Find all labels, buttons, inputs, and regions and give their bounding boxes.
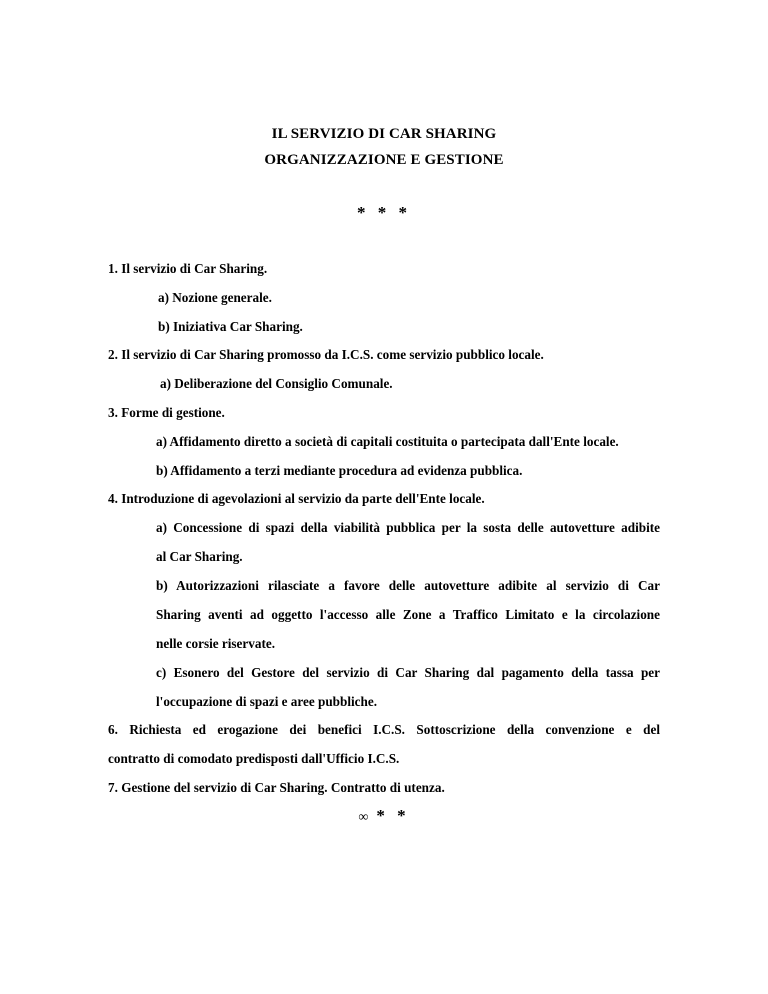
closing-separator: [0, 806, 768, 826]
toc-section-4a-line1: a) Concessione di spazi della viabilità pubblica per la sosta delle autovetture adibite: [156, 520, 660, 535]
toc-section-7: 7. Gestione del servizio di Car Sharing. Contratto di utenza.: [108, 780, 445, 795]
toc-section-2a: a) Deliberazione del Consiglio Comunale.: [160, 376, 393, 391]
toc-section-4a-line2: al Car Sharing.: [156, 549, 243, 564]
toc-section-3b: b) Affidamento a terzi mediante procedura ad evidenza pubblica.: [156, 463, 523, 478]
toc-section-4b-line2: Sharing aventi ad oggetto l'accesso alle Zone a Traffico Limitato e la circolazione: [156, 607, 660, 622]
toc-section-1a: a) Nozione generale.: [158, 290, 272, 305]
toc-section-4: 4. Introduzione di agevolazioni al servizio da parte dell'Ente locale.: [108, 491, 485, 506]
toc-section-3: 3. Forme di gestione.: [108, 405, 225, 420]
closing-asterisks: * *: [376, 806, 410, 825]
toc-section-2: 2. Il servizio di Car Sharing promosso da I.C.S. come servizio pubblico locale.: [108, 347, 544, 362]
infinity-symbol: ∞: [358, 810, 369, 825]
document-title: IL SERVIZIO DI CAR SHARING: [271, 126, 497, 142]
toc-section-1b: b) Iniziativa Car Sharing.: [158, 319, 303, 334]
toc-section-3a: a) Affidamento diretto a società di capitali costituita o partecipata dall'Ente locale.: [156, 434, 619, 449]
toc-section-1: 1. Il servizio di Car Sharing.: [108, 261, 268, 276]
toc-section-6-line2: contratto di comodato predisposti dall'Ufficio I.C.S.: [108, 751, 400, 766]
toc-section-4b-line3: nelle corsie riservate.: [156, 636, 275, 651]
toc-section-6-line1: 6. Richiesta ed erogazione dei benefici I.C.S. Sottoscrizione della convenzione e del: [108, 722, 660, 737]
toc-section-4c-line1: c) Esonero del Gestore del servizio di Car Sharing dal pagamento della tassa per: [156, 665, 660, 680]
toc-section-4b-line1: b) Autorizzazioni rilasciate a favore delle autovetture adibite al servizio di Car: [156, 578, 660, 593]
asterisk-separator: * * *: [357, 203, 411, 222]
toc-section-4c-line2: l'occupazione di spazi e aree pubbliche.: [156, 694, 378, 709]
document-subtitle: ORGANIZZAZIONE E GESTIONE: [264, 152, 504, 168]
